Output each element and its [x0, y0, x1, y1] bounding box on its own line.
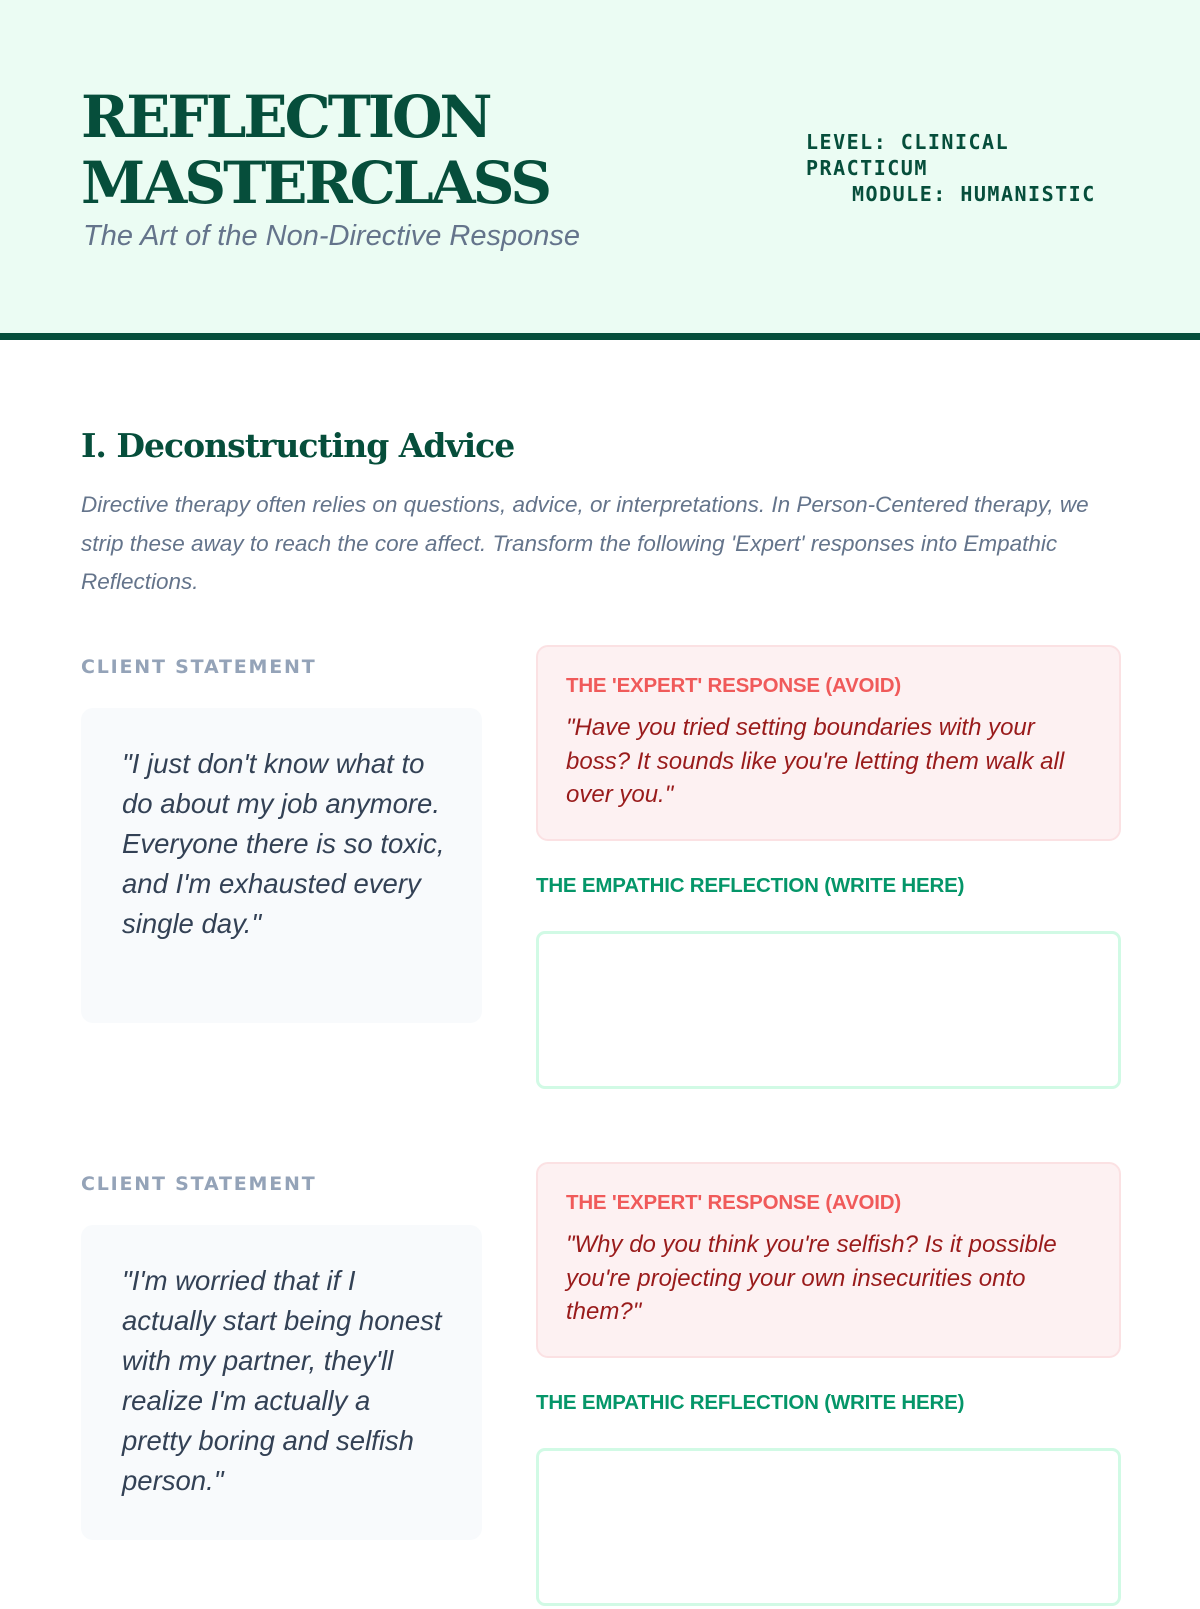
expert-response-text: "Why do you think you're selfish? Is it possible you're projecting your own insecurities onto them?": [566, 1231, 1057, 1325]
course-meta: [806, 129, 1124, 207]
expert-response-card: [536, 1162, 1121, 1358]
exercise-2: [81, 1169, 1121, 1609]
worksheet-title: [81, 84, 549, 216]
expert-response-label: THE 'EXPERT' RESPONSE (AVOID): [566, 1191, 902, 1214]
empathic-reflection-label: THE EMPATHIC REFLECTION (WRITE HERE): [536, 1391, 965, 1414]
expert-response-text: "Have you tried setting boundaries with your boss? It sounds like you're letting them walk all over you.": [566, 714, 1065, 808]
client-statement-label: CLIENT STATEMENT: [81, 656, 317, 678]
client-statement-label: CLIENT STATEMENT: [81, 1173, 317, 1195]
empathic-reflection-input[interactable]: [536, 931, 1121, 1089]
title-line-1: REFLECTION: [81, 83, 490, 151]
client-statement-card: "I'm worried that if I actually start being honest with my partner, they'll realize I'm actually a pretty boring and selfish person.": [81, 1225, 482, 1540]
level-label: LEVEL: CLINICAL PRACTICUM: [806, 130, 1010, 180]
module-label: MODULE: HUMANISTIC: [852, 182, 1096, 206]
section-title: I. Deconstructing Advice: [81, 426, 515, 465]
title-line-2: MASTERCLASS: [81, 149, 550, 217]
client-statement-card: "I just don't know what to do about my job anymore. Everyone there is so toxic, and I'm exhausted every single day.": [81, 708, 482, 1023]
empathic-reflection-label: THE EMPATHIC REFLECTION (WRITE HERE): [536, 874, 965, 897]
worksheet-header: [0, 0, 1200, 340]
expert-response-label: THE 'EXPERT' RESPONSE (AVOID): [566, 674, 902, 697]
expert-response-card: [536, 645, 1121, 841]
exercise-1: [81, 652, 1121, 1092]
section-intro: Directive therapy often relies on questions, advice, or interpretations. In Person-Centered therapy, we strip these away to reach the core affect. Transform the following 'Expert' responses into Empathic Reflections.: [81, 492, 1089, 594]
empathic-reflection-input[interactable]: [536, 1448, 1121, 1606]
worksheet-subtitle: The Art of the Non-Directive Response: [83, 220, 580, 252]
